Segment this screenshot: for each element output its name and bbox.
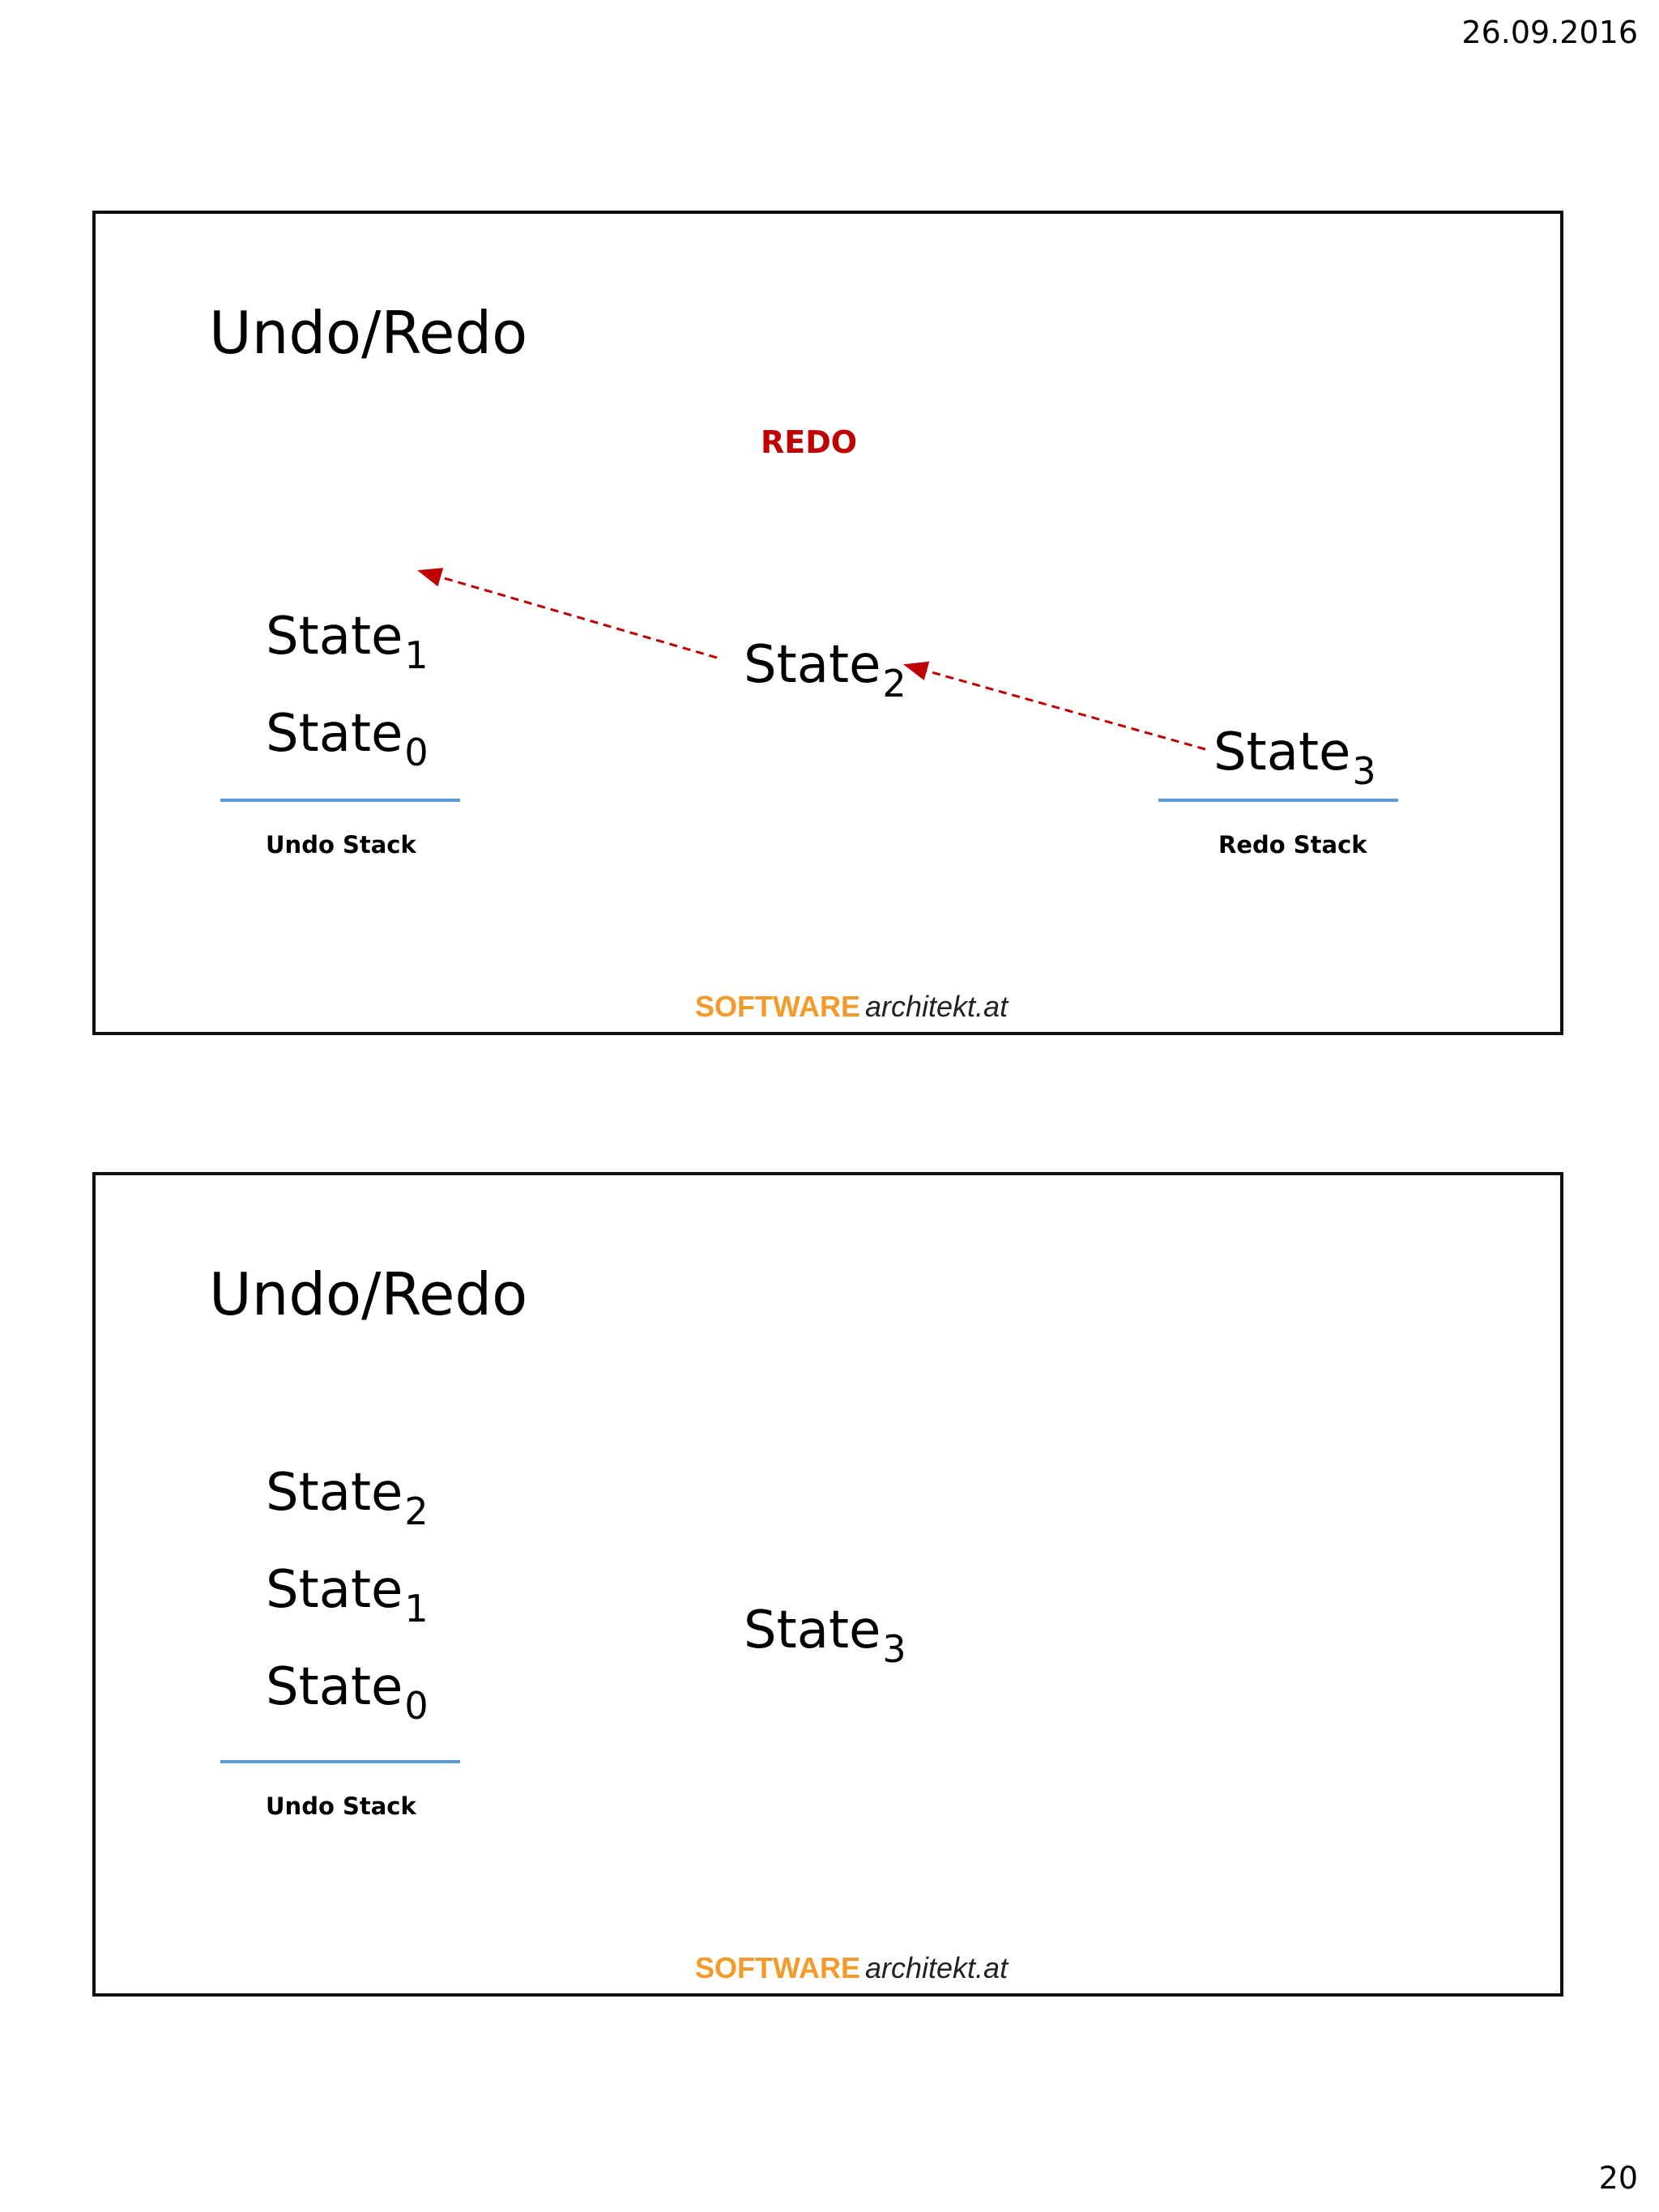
slide-logo: SOFTWARE architekt.at [695, 1951, 1009, 1984]
undo-stack-baseline [220, 1760, 460, 1763]
current-state: State$_3$ [744, 1600, 906, 1671]
undo-stack-item: State$_2$ [266, 1463, 429, 1533]
undo-stack-baseline [220, 799, 460, 802]
undo-stack-item: State$_0$ [266, 704, 429, 774]
slide-logo: SOFTWARE architekt.at [695, 990, 1009, 1023]
page-date: 26.09.2016 [1461, 15, 1638, 50]
undo-stack-item: State$_1$ [266, 607, 429, 677]
redo-stack-item: State$_3$ [1213, 722, 1376, 793]
redo-stack-baseline [1158, 799, 1398, 802]
arrow-state2-to-undo [420, 571, 717, 658]
slide-redo [92, 211, 1563, 1035]
page-number: 20 [1598, 2160, 1638, 2196]
slide-title: Undo/Redo [209, 299, 528, 367]
current-state: State$_2$ [744, 635, 906, 705]
slide-after-redo [92, 1172, 1563, 1997]
redo-action-label: REDO [761, 424, 858, 460]
undo-stack-label: Undo Stack [266, 1792, 416, 1820]
slide-title: Undo/Redo [209, 1260, 528, 1328]
redo-stack-label: Redo Stack [1218, 831, 1367, 859]
undo-stack-item: State$_1$ [266, 1560, 429, 1630]
undo-stack-item: State$_0$ [266, 1657, 429, 1728]
arrow-state3-to-current [906, 665, 1205, 749]
undo-stack-label: Undo Stack [266, 831, 416, 859]
